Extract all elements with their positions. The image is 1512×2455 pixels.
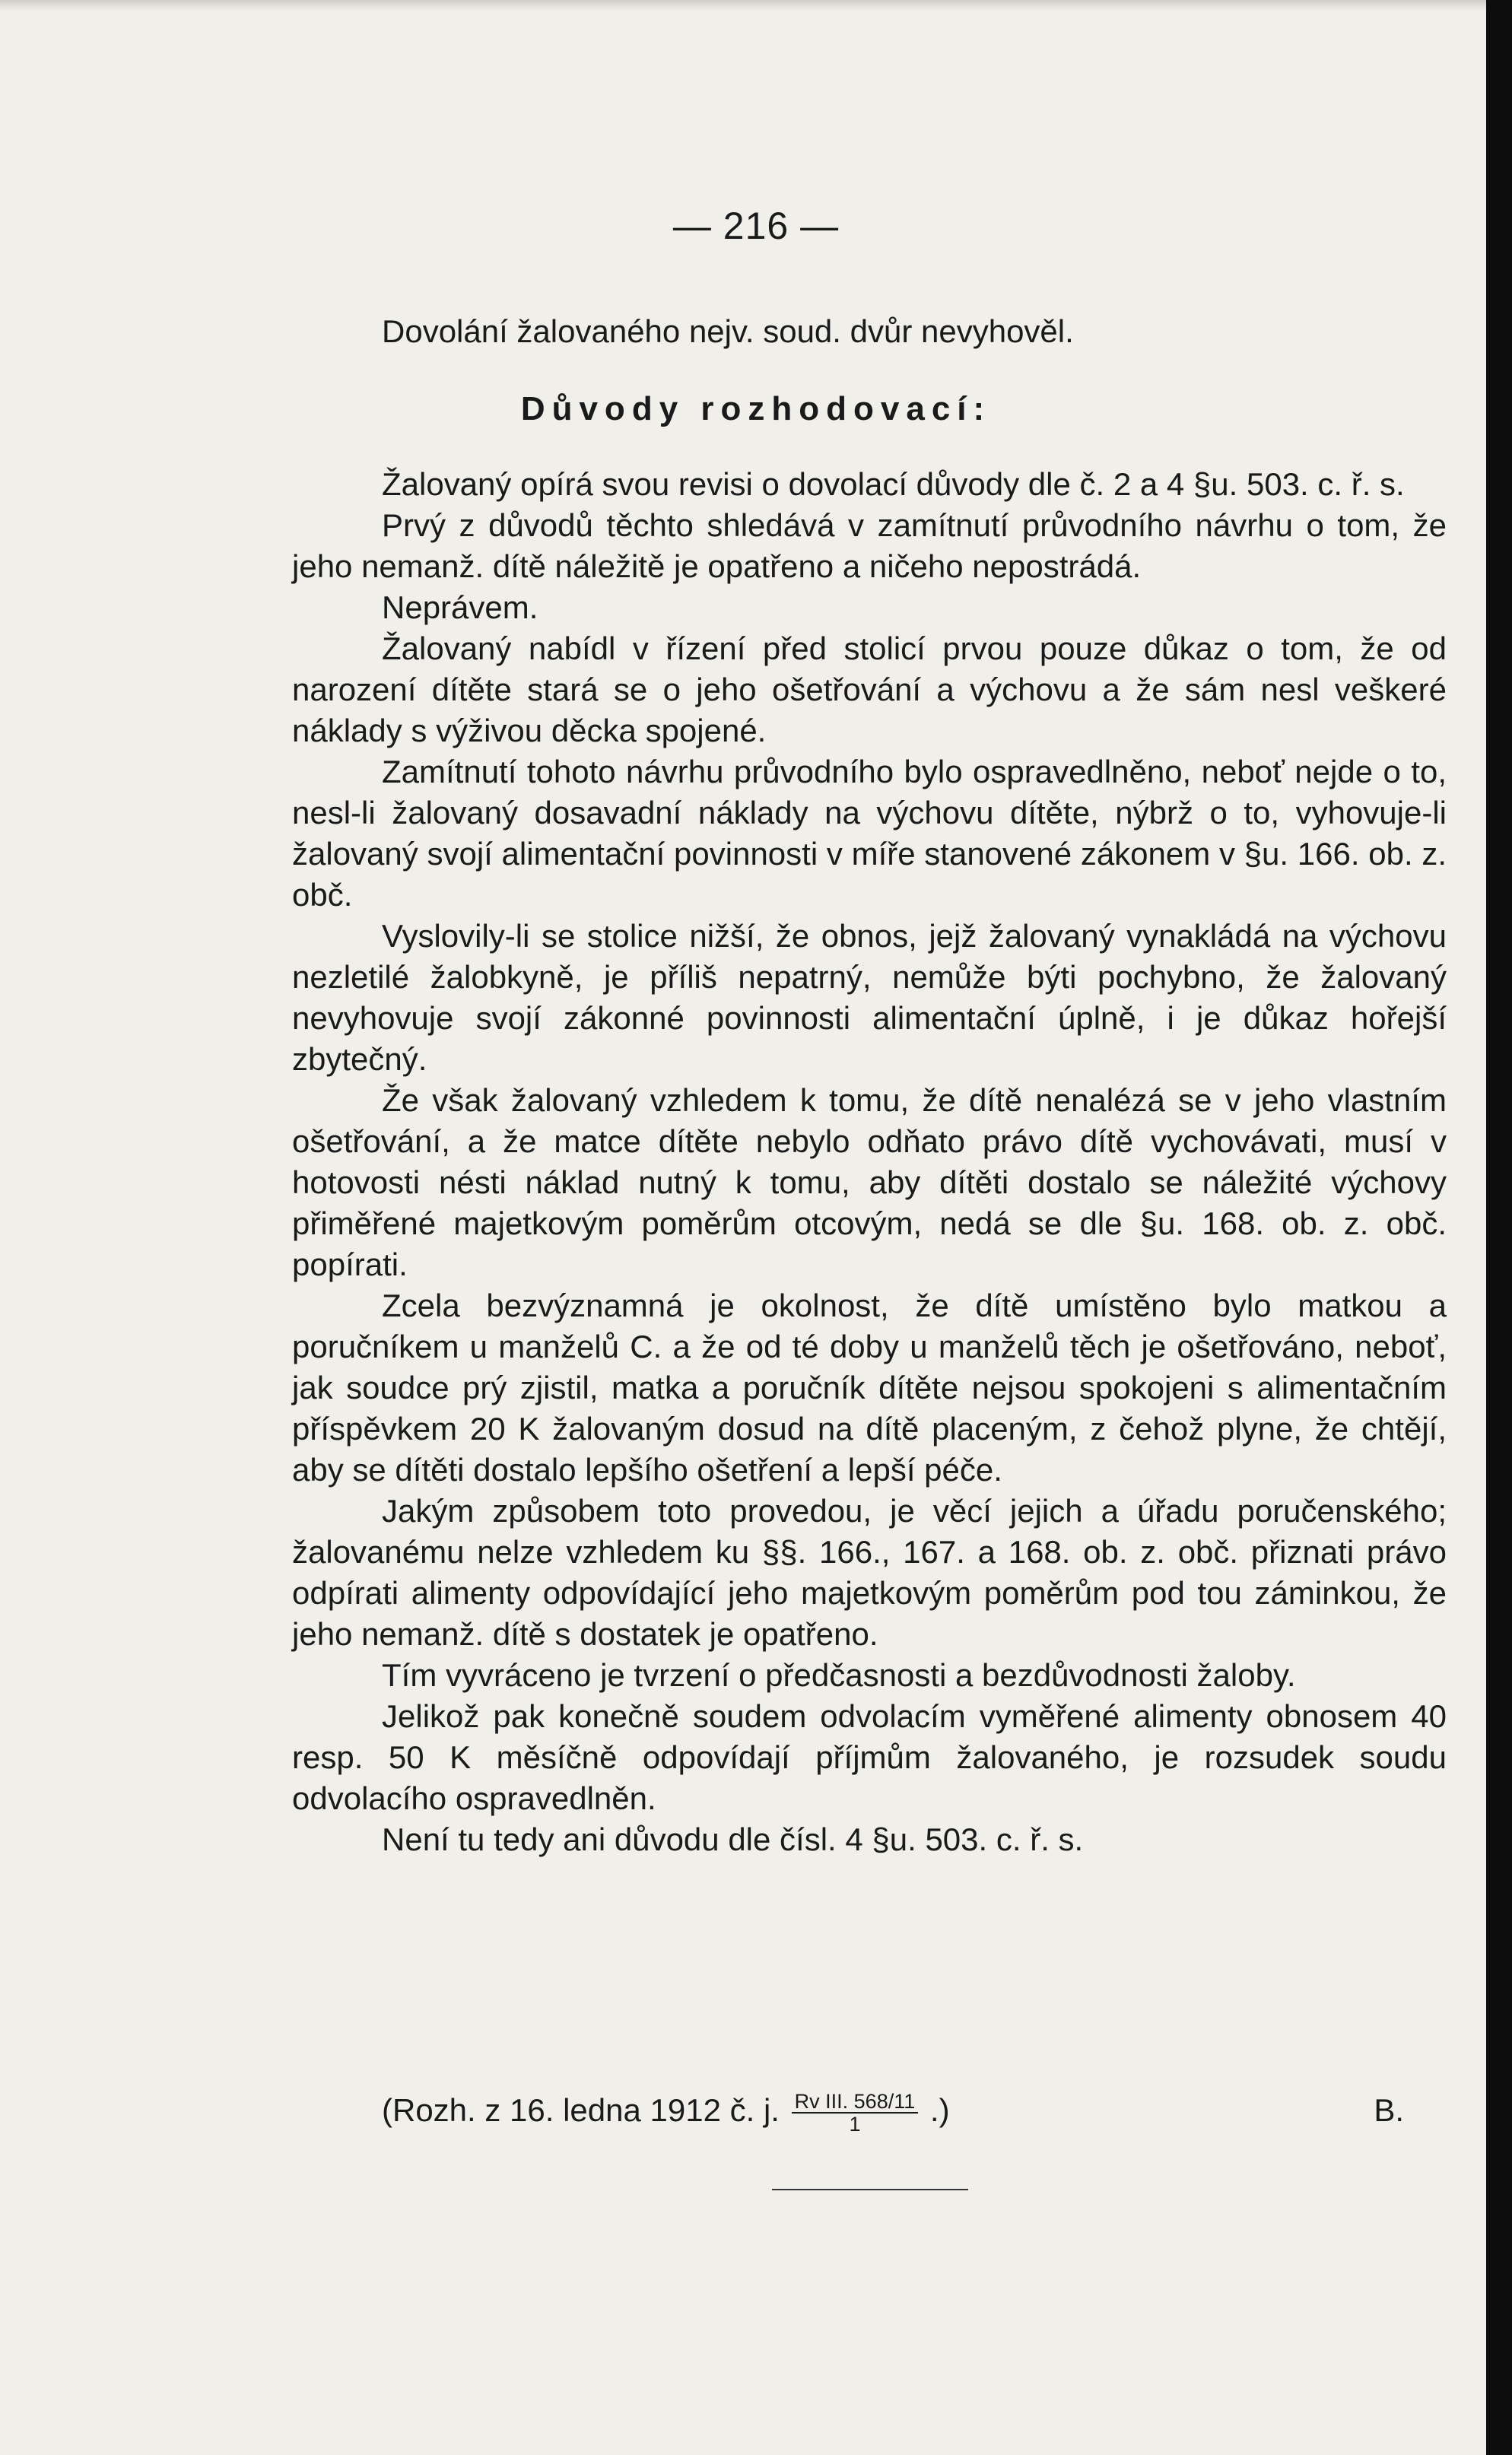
paragraph: Tím vyvráceno je tvrzení o předčasnosti a bezdůvodnosti žaloby. (382, 1657, 1296, 1693)
paragraph: Žalovaný opírá svou revisi o dovolací důvody dle č. 2 a 4 §u. 503. c. ř. s. (382, 466, 1405, 502)
body-text (292, 464, 1447, 1860)
paragraph: Jakým způsobem toto provedou, je věcí jejich a úřadu poručenského; žalovanému nelze vzhledem ku §§. 166., 167. a 168. ob. z. obč. přiznati právo odpírati alimenty odpovídající jeho majetkovým poměrům pod tou záminkou, že jeho nemanž. dítě s dostatek je opatřeno. (292, 1493, 1447, 1652)
citation-suffix: .) (929, 2092, 950, 2128)
paragraph: Zamítnutí tohoto návrhu průvodního bylo ospravedlněno, neboť nejde o to, nesl-li žalovaný dosavadní náklady na výchovu dítěte, nýbrž o to, vyhovuje-li žalovaný svojí alimentační povinnosti v míře stanovené zákonem v §u. 166. ob. z. obč. (292, 754, 1447, 913)
paragraph: Že však žalovaný vzhledem k tomu, že dítě nenalézá se v jeho vlastním ošetřování, a že matce dítěte nebylo odňato právo dítě vychovávati, musí v hotovosti nésti náklad nutný k tomu, aby dítěti dostalo se náležité výchovy přiměřené majetkovým poměrům otcovým, nedá se dle §u. 168. ob. z. obč. popírati. (292, 1082, 1447, 1282)
paragraph: Žalovaný nabídl v řízení před stolicí prvou pouze důkaz o tom, že od narození dítěte stará se o jeho ošetřování a výchovu a že sám nesl veškeré náklady s výživou děcka spojené. (292, 630, 1447, 748)
intro-line: Dovolání žalovaného nejv. soud. dvůr nevyhověl. (382, 313, 1074, 349)
section-heading: Důvody rozhodovací: (520, 390, 992, 427)
paragraph: Prvý z důvodů těchto shledává v zamítnutí průvodního návrhu o tom, že jeho nemanž. dítě náležitě je opatřeno a ničeho nepostrádá. (292, 507, 1447, 584)
paragraph: Vyslovily-li se stolice nižší, že obnos, jejž žalovaný vynakládá na výchovu nezletilé žalobkyně, je příliš nepatrný, nemůže býti pochybno, že žalovaný nevyhovuje svojí zákonné povinnosti alimentační úplně, i je důkaz hořejší zbytečný. (292, 918, 1447, 1077)
citation-line (382, 2090, 1447, 2135)
author-initial: B. (1374, 2092, 1404, 2128)
scan-right-edge (1486, 0, 1512, 2455)
paragraph: Zcela bezvýznamná je okolnost, že dítě umístěno bylo matkou a poručníkem u manželů C. a že od té doby u manželů těch je ošetřováno, neboť, jak soudce prý zjistil, matka a poručník dítěte nejsou spokojeni s alimentačním příspěvkem 20 K žalovaným dosud na dítě placeným, z čehož plyne, že chtějí, aby se dítěti dostalo lepšího ošetření a lepší péče. (292, 1288, 1447, 1488)
citation-prefix: (Rozh. z 16. ledna 1912 č. j. (382, 2092, 780, 2128)
paragraph: Jelikož pak konečně soudem odvolacím vyměřené alimenty obnosem 40 resp. 50 K měsíčně odpovídají příjmům žalovaného, je rozsudek soudu odvolacího ospravedlněn. (292, 1698, 1447, 1816)
scan-top-edge (0, 0, 1512, 11)
fraction-numerator: Rv III. 568/11 (792, 2091, 919, 2114)
paragraph: Neprávem. (382, 589, 538, 625)
footer-divider (772, 2189, 968, 2190)
fraction-denominator: 1 (849, 2112, 861, 2136)
case-number-fraction (792, 2091, 919, 2135)
intro-block (292, 311, 1447, 352)
page-number: — 216 — (672, 205, 840, 247)
paragraph: Není tu tedy ani důvodu dle čísl. 4 §u. 503. c. ř. s. (382, 1821, 1084, 1857)
